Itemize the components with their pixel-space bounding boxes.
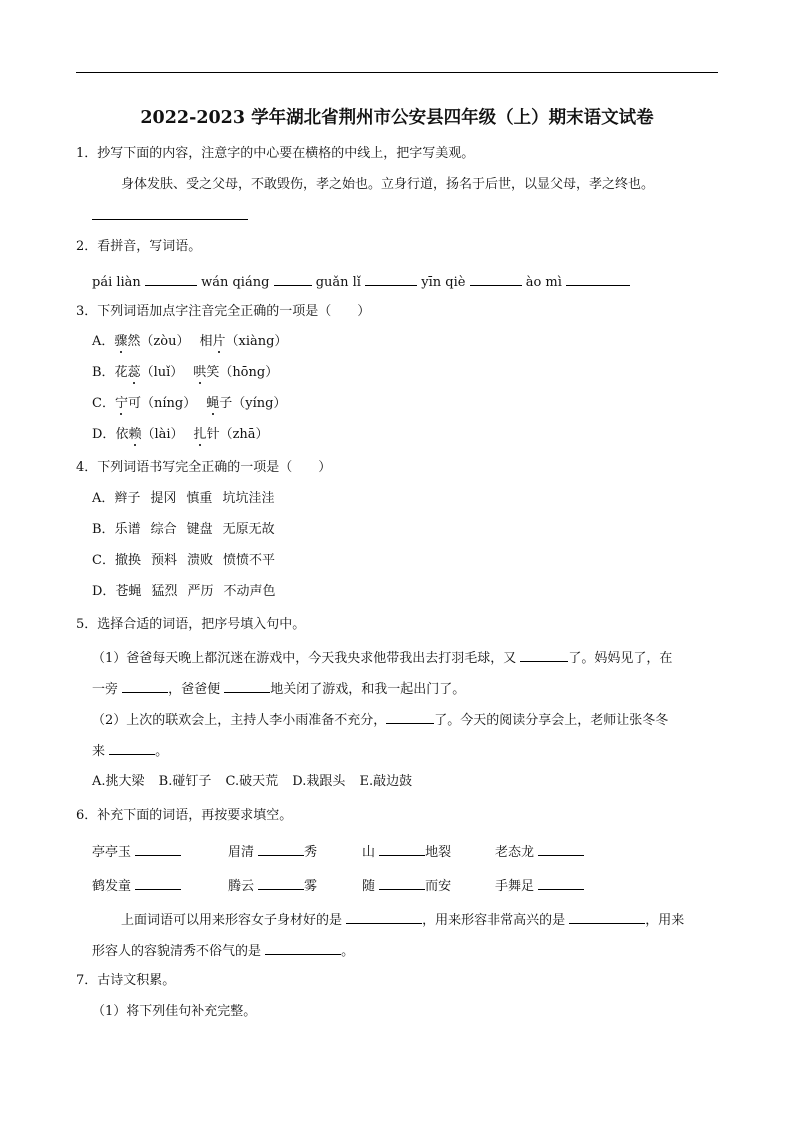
idiom-part: 鹤发童 — [92, 879, 136, 894]
word: 猛烈 — [151, 584, 178, 599]
word: 提冈 — [150, 491, 177, 506]
q3-option-c[interactable] — [92, 396, 286, 412]
pinyin-item: pái liàn — [92, 275, 141, 290]
option-label: B． — [92, 522, 115, 537]
question-number: 7． — [76, 973, 98, 988]
q7-sub-1: （1）将下列佳句补充完整。 — [92, 1004, 257, 1019]
q5-sentence-1-line-2 — [92, 679, 465, 698]
q6-fill-line-2 — [92, 941, 354, 960]
answer-blank[interactable] — [224, 679, 270, 693]
question-number: 1． — [76, 146, 98, 161]
answer-blank[interactable] — [538, 876, 584, 890]
word-part: 可（níng） — [127, 396, 197, 411]
word-part: （luǐ） — [140, 365, 184, 380]
question-3 — [76, 304, 370, 320]
question-prompt: 补充下面的词语，再按要求填空。 — [97, 808, 293, 823]
question-number: 6． — [76, 808, 98, 823]
idiom-part: 地裂 — [425, 845, 452, 860]
question-2 — [76, 239, 201, 255]
option-label: A． — [92, 334, 115, 349]
sentence-text: 来 — [92, 744, 110, 759]
sentence-text: 形容人的容貌清秀不俗气的是 — [92, 944, 266, 959]
q1-copy-text: 身体发肤、受之父母，不敢毁伤，孝之始也。立身行道，扬名于后世，以显父母，孝之终也。 — [121, 177, 655, 192]
word: 溃败 — [186, 553, 213, 568]
q5-choices — [92, 774, 412, 790]
sentence-text: （1）爸爸每天晚上都沉迷在游戏中，今天我央求他带我出去打羽毛球，又 — [92, 651, 521, 666]
word: 严历 — [187, 584, 214, 599]
pinyin-item: yīn qiè — [421, 275, 466, 290]
word-part: 相 — [199, 334, 213, 349]
question-7 — [76, 973, 175, 989]
question-number: 2． — [76, 239, 98, 254]
question-number: 5． — [76, 617, 98, 632]
q5-sentence-2-line-2 — [92, 741, 168, 760]
pinyin-item: wán qiáng — [201, 275, 270, 290]
answer-blank[interactable] — [145, 272, 197, 286]
q4-option-a[interactable] — [92, 491, 274, 507]
question-5 — [76, 617, 305, 633]
word: 坑坑洼洼 — [222, 491, 275, 506]
question-4 — [76, 460, 331, 476]
q3-option-d[interactable] — [92, 427, 269, 443]
word-part: 子（yíng） — [219, 396, 287, 411]
q5-sentence-1-line-1 — [92, 648, 672, 667]
option-label: D． — [92, 584, 116, 599]
pinyin-item: guǎn lǐ — [315, 275, 361, 290]
dotted-char: 骤 — [114, 334, 128, 349]
word: 键盘 — [186, 522, 213, 537]
q6-idiom-2-2 — [228, 876, 317, 895]
answer-blank[interactable] — [538, 842, 584, 856]
idiom-part: 随 — [362, 879, 380, 894]
question-prompt: 下列词语书写完全正确的一项是（ ） — [97, 460, 332, 475]
word-part: 针（zhā） — [206, 427, 269, 442]
answer-blank[interactable] — [135, 842, 181, 856]
dotted-char: 赖 — [128, 427, 142, 442]
answer-blank[interactable] — [265, 941, 341, 955]
answer-blank[interactable] — [379, 876, 425, 890]
answer-blank[interactable] — [365, 272, 417, 286]
answer-blank[interactable] — [109, 741, 155, 755]
q6-fill-line-1 — [121, 910, 684, 929]
q6-idiom-2-4 — [495, 876, 584, 895]
word: 辫子 — [114, 491, 141, 506]
sentence-text: 了。今天的阅读分享会上，老师让张冬冬 — [434, 713, 669, 728]
word: 乐谱 — [114, 522, 141, 537]
page-title: 2022-2023 学年湖北省荆州市公安县四年级（上）期末语文试卷 — [140, 108, 654, 128]
q6-idiom-1-1 — [92, 842, 181, 861]
word-part: （xiàng） — [225, 334, 288, 349]
q4-option-c[interactable] — [92, 553, 275, 569]
word: 愤愤不平 — [223, 553, 276, 568]
question-1 — [76, 146, 474, 162]
question-prompt: 选择合适的词语，把序号填入句中。 — [97, 617, 306, 632]
word-part: 然（zòu） — [127, 334, 190, 349]
dotted-char: 片 — [212, 334, 226, 349]
choice-item: D.栽跟头 — [292, 774, 346, 789]
answer-blank[interactable] — [566, 272, 630, 286]
sentence-text: 上面词语可以用来形容女子身材好的是 — [121, 913, 347, 928]
question-number: 4． — [76, 460, 98, 475]
question-prompt: 下列词语加点字注音完全正确的一项是（ ） — [97, 304, 371, 319]
answer-blank[interactable] — [470, 272, 522, 286]
question-6 — [76, 808, 292, 824]
q2-pinyin-row — [92, 272, 630, 291]
word: 慎重 — [186, 491, 213, 506]
q3-option-b[interactable] — [92, 365, 278, 381]
word: 撤换 — [114, 553, 141, 568]
sentence-text: 了。妈妈见了，在 — [568, 651, 673, 666]
question-prompt: 抄写下面的内容，注意字的中心要在横格的中线上，把字写美观。 — [97, 146, 475, 161]
word: 苍蝇 — [115, 584, 142, 599]
q4-option-b[interactable] — [92, 522, 275, 538]
sentence-text: 地关闭了游戏，和我一起出门了。 — [270, 682, 466, 697]
answer-blank[interactable] — [274, 272, 312, 286]
word: 无原无故 — [222, 522, 275, 537]
q4-option-d[interactable] — [92, 584, 276, 600]
answer-blank[interactable] — [258, 842, 304, 856]
sentence-text: ，爸爸便 — [168, 682, 225, 697]
q6-idiom-1-3 — [362, 842, 451, 861]
answer-blank[interactable] — [258, 876, 304, 890]
idiom-part: 秀 — [304, 845, 318, 860]
option-label: A． — [92, 491, 115, 506]
option-label: C． — [92, 396, 115, 411]
q3-option-a[interactable] — [92, 334, 287, 350]
answer-blank[interactable] — [346, 910, 422, 924]
sentence-text: 一旁 — [92, 682, 123, 697]
answer-blank[interactable] — [386, 710, 434, 724]
word-part: （lài） — [141, 427, 184, 442]
idiom-part: 山 — [362, 845, 380, 860]
choice-item: A.挑大梁 — [92, 774, 145, 789]
idiom-part: 腾云 — [228, 879, 259, 894]
question-prompt: 古诗文积累。 — [97, 973, 176, 988]
option-label: D． — [92, 427, 116, 442]
dotted-char: 蕊 — [127, 365, 141, 380]
idiom-part: 手舞足 — [495, 879, 539, 894]
answer-blank[interactable] — [122, 679, 168, 693]
q6-idiom-1-2 — [228, 842, 317, 861]
q6-idiom-2-1 — [92, 876, 181, 895]
q5-sentence-2-line-1 — [92, 710, 668, 729]
pinyin-item: ào mì — [525, 275, 562, 290]
header-rule — [76, 72, 718, 73]
dotted-char: 蝇 — [206, 396, 220, 411]
choice-item: B.碰钉子 — [158, 774, 212, 789]
sentence-text: （2）上次的联欢会上，主持人李小雨准备不充分， — [92, 713, 387, 728]
word-part: 依 — [115, 427, 129, 442]
word: 综合 — [150, 522, 177, 537]
dotted-char: 哄 — [193, 365, 207, 380]
sentence-text: ，用来形容非常高兴的是 — [422, 913, 570, 928]
q1-answer-line[interactable] — [92, 219, 248, 220]
word-part: 笑（hōng） — [206, 365, 279, 380]
sentence-text: 。 — [155, 744, 169, 759]
option-label: B． — [92, 365, 115, 380]
dotted-char: 宁 — [114, 396, 128, 411]
idiom-part: 眉清 — [228, 845, 259, 860]
sentence-text: 。 — [341, 944, 355, 959]
word-part: 花 — [114, 365, 128, 380]
choice-item: E.敲边鼓 — [359, 774, 413, 789]
idiom-part: 亭亭玉 — [92, 845, 136, 860]
answer-blank[interactable] — [520, 648, 568, 662]
q6-idiom-2-3 — [362, 876, 451, 895]
q6-idiom-1-4 — [495, 842, 584, 861]
answer-blank[interactable] — [569, 910, 645, 924]
idiom-part: 而安 — [425, 879, 452, 894]
word: 预料 — [150, 553, 177, 568]
answer-blank[interactable] — [135, 876, 181, 890]
idiom-part: 老态龙 — [495, 845, 539, 860]
question-number: 3． — [76, 304, 98, 319]
dotted-char: 扎 — [193, 427, 207, 442]
question-prompt: 看拼音，写词语。 — [97, 239, 202, 254]
word: 不动声色 — [223, 584, 276, 599]
answer-blank[interactable] — [379, 842, 425, 856]
idiom-part: 雾 — [304, 879, 318, 894]
choice-item: C.破天荒 — [225, 774, 279, 789]
sentence-text: ，用来 — [645, 913, 685, 928]
option-label: C． — [92, 553, 115, 568]
